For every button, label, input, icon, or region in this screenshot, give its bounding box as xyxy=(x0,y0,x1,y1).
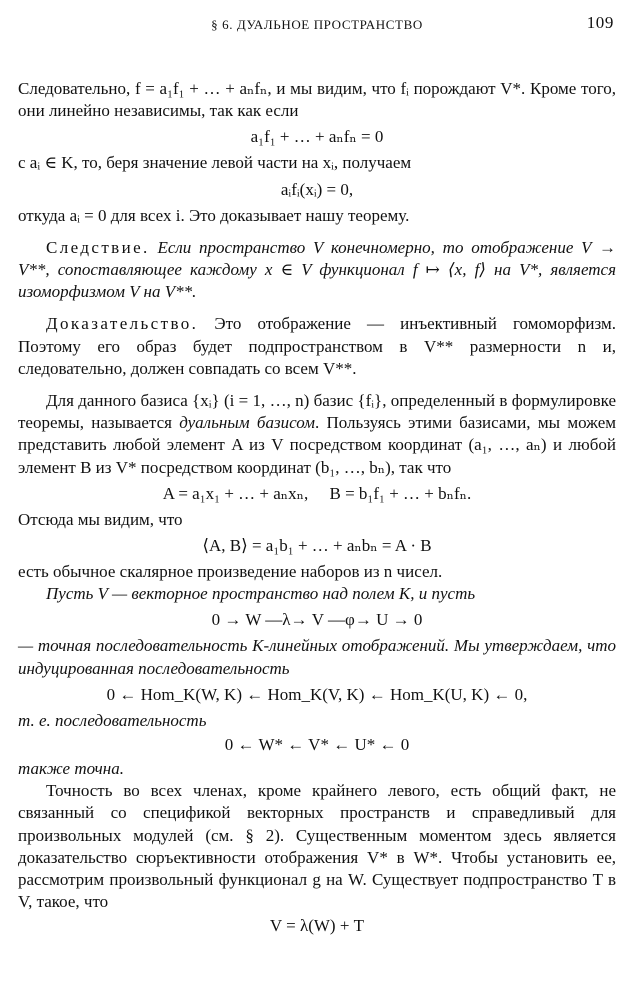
equation: a₁f₁ + … + aₙfₙ = 0 xyxy=(250,127,384,147)
paragraph-text: . Пользуясь этими базисами, мы можем представить любой элемент A из V посредством координат (a₁, …, aₙ) и любой элемент B из V* посредством координат (b₁, …, bₙ), так что xyxy=(18,413,617,477)
paragraph: Точность во всех членах, кроме крайнего левого, есть общий факт, не связанный со спецификой векторных пространств и справедливый для произвольных модулей (см. § 2). Существенным моментом здесь является доказательство сюръективности отображения V* в W*. Чтобы установить ее, рассмотрим произвольный функционал g на W. Существует подпространство T в V, такое, что xyxy=(18,781,616,912)
proof xyxy=(18,313,616,380)
equation: 0 → W —λ→ V —φ→ U → 0 xyxy=(211,610,423,630)
corollary-label: Следствие. xyxy=(46,237,150,257)
page-number: 109 xyxy=(586,13,614,32)
paragraph: откуда aᵢ = 0 для всех i. Это доказывает нашу теорему. xyxy=(18,205,410,225)
term-dual-basis: дуальным базисом xyxy=(179,413,315,433)
corollary xyxy=(18,237,616,304)
paragraph: т. е. последовательность xyxy=(18,710,207,730)
paragraph: есть обычное скалярное произведение наборов из n чисел. xyxy=(18,562,443,582)
corollary-text: Если пространство V конечномерно, то отображение V → V**, сопоставляющее каждому x ∈ V функционал f ↦ ⟨x, f⟩ на V*, является изоморфизмом V на V**. xyxy=(18,237,617,302)
paragraph: Пусть V — векторное пространство над полем K, и пусть xyxy=(46,584,476,604)
page-body xyxy=(18,78,616,939)
paragraph-text: Для данного базиса {xᵢ} (i = 1, …, n) базис {fᵢ}, определенный в формулировке теоремы, называется xyxy=(18,391,616,433)
proof-label: Доказательство. xyxy=(46,314,199,334)
paragraph: с aᵢ ∈ K, то, беря значение левой части на xᵢ, получаем xyxy=(18,153,412,173)
proof-text: Это отображение — инъективный гомоморфизм. Поэтому его образ будет подпространством в V** размерности n и, следовательно, должен совпадать со всем V**. xyxy=(18,314,616,378)
equation: ⟨A, B⟩ = a₁b₁ + … + aₙbₙ = A · B xyxy=(202,536,432,556)
paragraph: Следовательно, f = a₁f₁ + … + aₙfₙ, и мы видим, что fᵢ порождают V*. Кроме того, они линейно независимы, так как если xyxy=(18,79,616,121)
paragraph: — точная последовательность K-линейных отображений. Мы утверждаем, что индуцированная последовательность xyxy=(18,636,616,678)
equation: V = λ(W) + T xyxy=(269,916,365,936)
paragraph: также точна. xyxy=(18,759,124,779)
section-title: § 6. ДУАЛЬНОЕ ПРОСТРАНСТВО xyxy=(211,17,423,32)
running-header xyxy=(18,14,616,36)
equation: A = a₁x₁ + … + aₙxₙ, B = b₁f₁ + … + bₙfₙ. xyxy=(162,483,472,503)
equation: 0 ← Hom_K(W, K) ← Hom_K(V, K) ← Hom_K(U, K) ← 0, xyxy=(106,684,528,704)
equation: 0 ← W* ← V* ← U* ← 0 xyxy=(224,735,410,755)
paragraph: Отсюда мы видим, что xyxy=(18,509,183,529)
paragraph xyxy=(18,390,616,479)
equation: aᵢfᵢ(xᵢ) = 0, xyxy=(280,179,354,199)
